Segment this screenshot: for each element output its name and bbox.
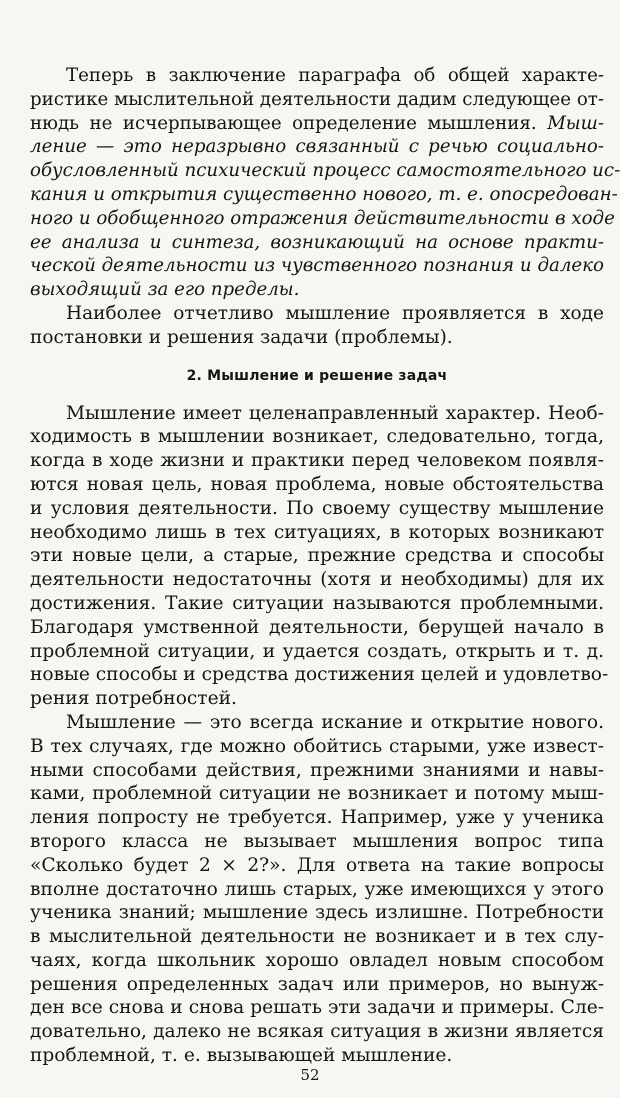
text-line: ются новая цель, новая проблема, новые обстоятельства [30,473,604,495]
text-line: и условия деятельности. По своему существу мышление [30,497,604,519]
text-line: достижения. Такие ситуации называются проблемными. [30,592,604,614]
page-body [30,64,620,1068]
italic-line: ного и обобщенного отражения действительности в ходе [30,207,615,229]
italic-line: обусловленный психический процесс самостоятельного ис- [30,160,620,182]
text-line: решения определенных задач или примеров, но вынуж- [30,973,604,995]
text-line: ден все снова и снова решать эти задачи и примеры. Сле- [30,997,604,1019]
text-line: ученика знаний; мышление здесь излишне. Потребности [30,902,604,924]
text-line: деятельности недостаточны (хотя и необходимы) для их [30,569,604,591]
text-line: постановки и решения задачи (проблемы). [30,326,453,348]
text-line: ристике мыслительной деятельности дадим следующее от- [30,88,604,110]
text-line: ками, проблемной ситуации не возникает и потому мыш- [30,783,604,805]
text-line: ления попросту не требуется. Например, уже у ученика [30,807,604,829]
text-line [30,112,604,136]
paragraph-problem-solving [30,302,604,350]
text-line: ными способами действия, прежними знаниями и навы- [30,759,604,781]
text-line: Мышление имеет целенаправленный характер. Необ- [66,402,604,424]
italic-line: выходящий за его пределы. [30,279,300,301]
text-line: рения потребностей. [30,688,237,710]
italic-line: ческой деятельности из чувственного познания и далеко [30,255,604,277]
text-line: «Сколько будет 2 × 2?». Для ответа на такие вопросы [30,854,604,876]
page-number: 52 [300,1066,320,1084]
text-line: Теперь в заключение параграфа об общей характе- [66,65,604,86]
text-line: когда в ходе жизни и практики перед человеком появля- [30,450,604,472]
italic-fragment: Мыш- [547,112,604,134]
text-line: Мышление — это всегда искание и открытие нового. [66,711,604,733]
text-line: проблемной ситуации, и удается создать, открыть и т. д. [30,640,604,662]
paragraph-purposeful [30,402,609,711]
text-line: чаях, когда школьник хорошо овладел новым способом [30,949,604,971]
text-line: необходимо лишь в тех ситуациях, в которых возникают [30,521,604,543]
text-line: новые способы и средства достижения целей и удовлетво- [30,664,609,686]
text-line: довательно, далеко не всякая ситуация в жизни является [30,1021,604,1043]
text-line: второго класса не вызывает мышления вопрос типа [30,830,604,852]
text-fragment: нюдь не исчерпывающее определение мышления. [30,112,537,134]
text-line: Наиболее отчетливо мышление проявляется в ходе [66,302,604,324]
text-line: эти новые цели, а старые, прежние средства и способы [30,545,604,567]
paragraph-novelty [30,711,604,1068]
text-line: в мыслительной деятельности не возникает и в тех слу- [30,926,604,948]
paragraph-definition [30,64,620,302]
italic-line: кания и открытия существенно нового, т. е. опосредован- [30,183,618,205]
section-heading: 2. Мышление и решение задач [186,367,448,384]
italic-line: ление — это неразрывно связанный с речью социально- [30,136,604,158]
text-line: ходимость в мышлении возникает, следовательно, тогда, [30,426,604,448]
italic-line: ее анализа и синтеза, возникающий на основе практи- [30,231,604,253]
text-line: проблемной, т. е. вызывающей мышление. [30,1045,453,1067]
text-line: В тех случаях, где можно обойтись старыми, уже извест- [30,735,604,757]
text-line: Благодаря умственной деятельности, берущей начало в [30,616,604,638]
text-line: вполне достаточно лишь старых, уже имеющихся у этого [30,878,604,900]
